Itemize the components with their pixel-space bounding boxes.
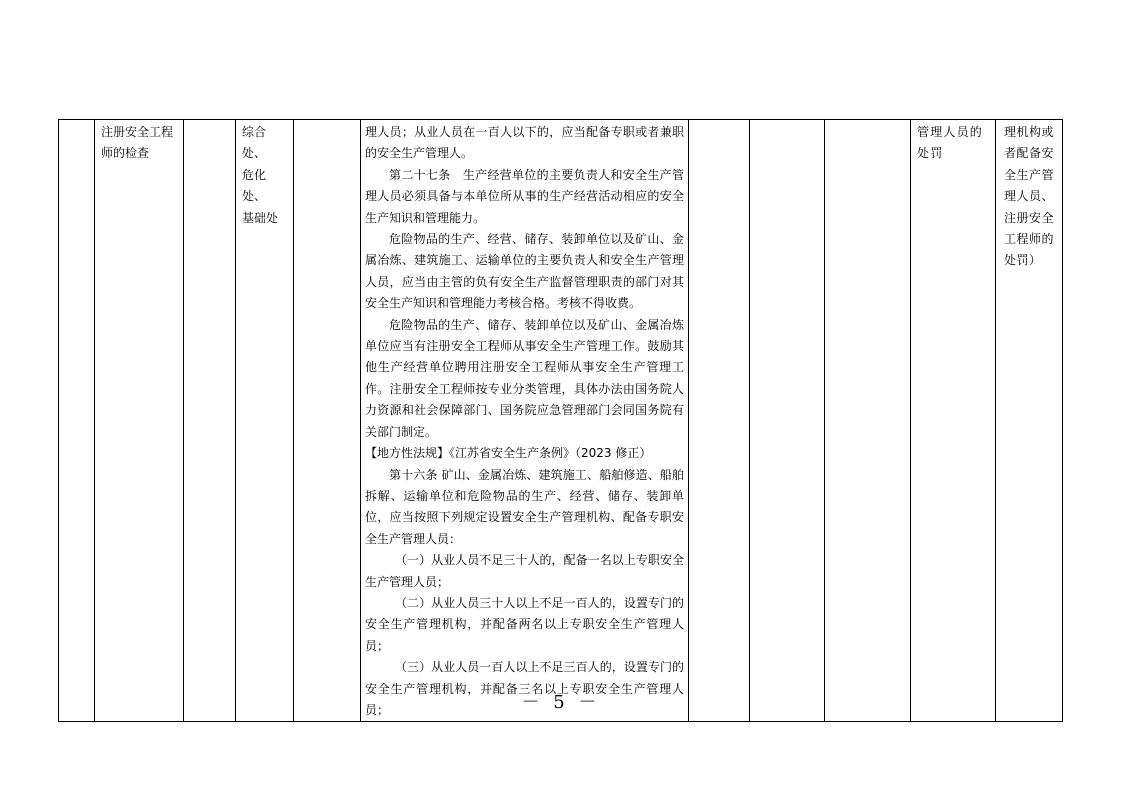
law-paragraph: 理人员；从业人员在一百人以下的，应当配备专职或者兼职的安全生产管理人。 [365, 125, 684, 161]
cell-item-name [95, 120, 184, 722]
department-item: 基础处 [242, 210, 279, 225]
page-number: － 5 － [521, 692, 601, 713]
cell-last-column [996, 120, 1063, 722]
item-name-text: 注册安全工程师的检查 [101, 125, 174, 161]
law-paragraph: 第十六条 矿山、金属冶炼、建筑施工、船舶修造、船舶拆解、运输单位和危险物品的生产、经营、储存、装卸单位，应当按照下列规定设置安全生产管理机构、配备专职安全生产管理人员： [365, 467, 684, 546]
cell-departments [236, 120, 294, 722]
department-list [236, 120, 293, 229]
cell-empty-2 [294, 120, 361, 722]
cell-law-basis [361, 120, 689, 722]
inspection-table [58, 119, 1063, 722]
table-row [59, 120, 1063, 722]
cell-penalty [911, 120, 996, 722]
penalty-text: 管理人员的处罚 [917, 125, 984, 161]
law-heading: 【地方性法规】《江苏省安全生产条例》（2023 修正） [365, 446, 652, 461]
cell-index [59, 120, 95, 722]
last-column-text: 理机构或者配备安全生产管理人员、注册安全工程师的处罚） [1004, 125, 1055, 268]
law-paragraph: 危险物品的生产、经营、储存、装卸单位以及矿山、金属冶炼、建筑施工、运输单位的主要负责人和安全生产管理人员，应当由主管的负有安全生产监督管理职责的部门对其安全生产知识和管理能力考核合格。考核不得收费。 [365, 232, 684, 311]
law-paragraph: （二）从业人员三十人以上不足一百人的，设置专门的安全生产管理机构，并配备两名以上专职安全生产管理人员； [365, 595, 684, 653]
law-basis-content [361, 120, 688, 721]
law-paragraph: （一）从业人员不足三十人的，配备一名以上专职安全生产管理人员； [365, 553, 684, 589]
cell-empty-5 [825, 120, 911, 722]
law-paragraph: 危险物品的生产、储存、装卸单位以及矿山、金属冶炼单位应当有注册安全工程师从事安全生产管理工作。鼓励其他生产经营单位聘用注册安全工程师从事安全生产管理工作。注册安全工程师按专业分类管理，具体办法由国务院人力资源和社会保障部门、国务院应急管理部门会同国务院有关部门制定。 [365, 317, 684, 439]
department-item: 危化处、 [242, 167, 267, 204]
cell-empty-1 [184, 120, 236, 722]
law-paragraph: 第二十七条 生产经营单位的主要负责人和安全生产管理人员必须具备与本单位所从事的生产经营活动相应的安全生产知识和管理能力。 [365, 167, 684, 225]
law-paragraph: （三）从业人员一百人以上不足三百人的，设置专门的安全生产管理机构，并配备三名以上专职安全生产管理人员； [365, 660, 684, 717]
cell-empty-3 [689, 120, 750, 722]
cell-empty-4 [750, 120, 825, 722]
department-item: 综合处、 [242, 125, 267, 161]
